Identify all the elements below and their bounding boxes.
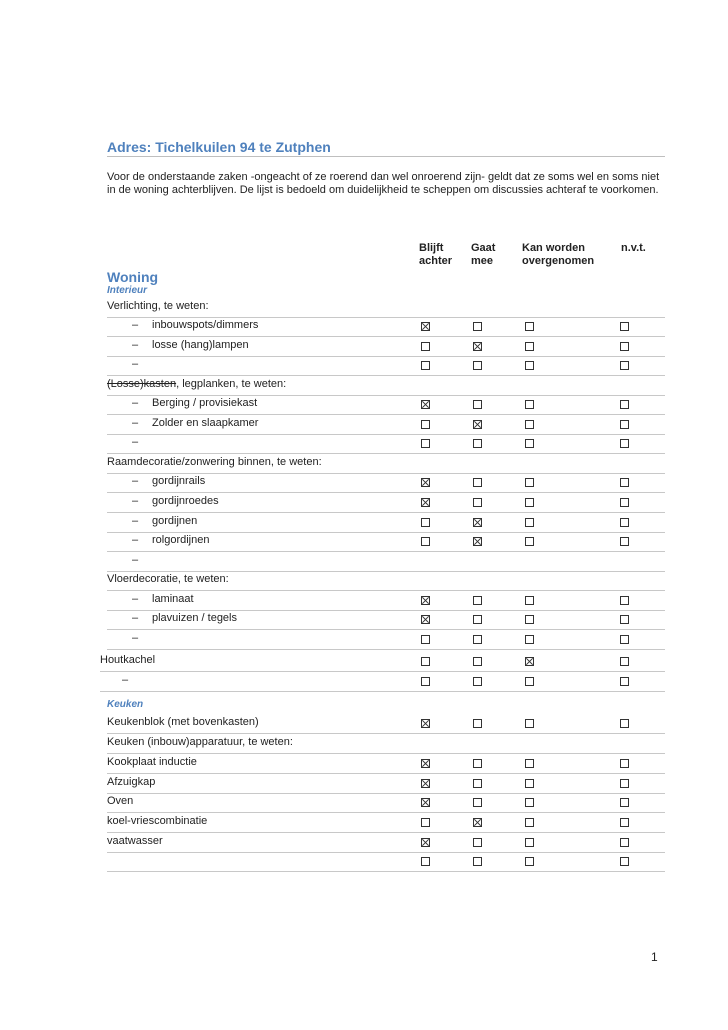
checkbox-nvt[interactable]	[620, 857, 629, 866]
checkbox-kan-worden-overgenomen[interactable]	[525, 400, 534, 409]
checkbox-nvt[interactable]	[620, 818, 629, 827]
checkbox-gaat-mee[interactable]	[473, 361, 482, 370]
checkbox-nvt[interactable]	[620, 615, 629, 624]
row-label	[107, 378, 286, 391]
row-label: gordijnroedes	[152, 495, 219, 507]
checkbox-kan-worden-overgenomen[interactable]	[525, 759, 534, 768]
checkbox-gaat-mee[interactable]	[473, 322, 482, 331]
checkbox-gaat-mee[interactable]	[473, 478, 482, 487]
checkbox-gaat-mee[interactable]	[473, 342, 482, 351]
checkbox-kan-worden-overgenomen[interactable]	[525, 798, 534, 807]
checkbox-gaat-mee[interactable]	[473, 400, 482, 409]
checkbox-nvt[interactable]	[620, 759, 629, 768]
list-dash: –	[132, 397, 139, 409]
table-row	[107, 316, 665, 337]
checkbox-nvt[interactable]	[620, 657, 629, 666]
row-label: Keuken (inbouw)apparatuur, te weten:	[107, 736, 293, 748]
column-header-kan-worden-overgenomen: Kan worden overgenomen	[522, 242, 595, 267]
checkbox-nvt[interactable]	[620, 518, 629, 527]
checkbox-gaat-mee[interactable]	[473, 596, 482, 605]
checkbox-blijft-achter[interactable]	[421, 615, 430, 624]
table-row	[107, 773, 665, 794]
checkbox-blijft-achter[interactable]	[421, 677, 430, 686]
checkbox-nvt[interactable]	[620, 677, 629, 686]
list-dash: –	[132, 554, 139, 566]
table-row	[107, 394, 665, 415]
checkbox-kan-worden-overgenomen[interactable]	[525, 657, 534, 666]
row-label: Oven	[107, 795, 134, 807]
checkbox-gaat-mee[interactable]	[473, 759, 482, 768]
list-dash: –	[122, 674, 129, 686]
checkbox-gaat-mee[interactable]	[473, 439, 482, 448]
row-label: plavuizen / tegels	[152, 612, 237, 624]
table-row	[107, 812, 665, 833]
checkbox-kan-worden-overgenomen[interactable]	[525, 719, 534, 728]
table-row	[107, 375, 665, 396]
row-label: Houtkachel	[100, 654, 156, 666]
list-dash: –	[132, 534, 139, 546]
intro-paragraph: Voor de onderstaande zaken -ongeacht of ze roerend dan wel onroerend zijn- geldt dat ze soms wel en soms niet in de woning achterblijven. De lijst is bedoeld om duidelijkheid te scheppen om discussies achteraf te voorkomen.	[107, 171, 660, 196]
checkbox-gaat-mee[interactable]	[473, 818, 482, 827]
table-row	[100, 671, 665, 692]
title-rule	[107, 156, 665, 157]
column-header-gaat-mee: Gaat mee	[471, 242, 496, 267]
checkbox-kan-worden-overgenomen[interactable]	[525, 615, 534, 624]
table-row	[107, 336, 665, 357]
table-row	[107, 792, 665, 813]
checkbox-blijft-achter[interactable]	[421, 857, 430, 866]
row-label: Berging / provisiekast	[152, 397, 258, 409]
row-label-text: , legplanken, te weten:	[176, 378, 287, 390]
row-label: Keukenblok (met bovenkasten)	[107, 716, 259, 728]
document-title: Adres: Tichelkuilen 94 te Zutphen	[107, 139, 331, 155]
row-label: Vloerdecoratie, te weten:	[107, 573, 229, 585]
row-label: Raamdecoratie/zonwering binnen, te weten:	[107, 456, 322, 468]
row-label: losse (hang)lampen	[152, 339, 249, 351]
table-row	[107, 433, 665, 454]
checkbox-kan-worden-overgenomen[interactable]	[525, 596, 534, 605]
checkbox-nvt[interactable]	[620, 439, 629, 448]
list-dash: –	[132, 632, 139, 644]
checkbox-kan-worden-overgenomen[interactable]	[525, 818, 534, 827]
table-row	[107, 355, 665, 376]
checkbox-blijft-achter[interactable]	[421, 596, 430, 605]
row-label: rolgordijnen	[152, 534, 210, 546]
checkbox-blijft-achter[interactable]	[421, 838, 430, 847]
subsection-interieur: Interieur	[107, 285, 148, 296]
checkbox-blijft-achter[interactable]	[421, 818, 430, 827]
checkbox-blijft-achter[interactable]	[421, 759, 430, 768]
row-label: Kookplaat inductie	[107, 756, 197, 768]
checkbox-kan-worden-overgenomen[interactable]	[525, 322, 534, 331]
table-row	[107, 551, 665, 572]
table-row	[107, 590, 665, 611]
table-row	[107, 629, 665, 650]
table-row	[107, 512, 665, 533]
list-dash: –	[132, 515, 139, 527]
checkbox-kan-worden-overgenomen[interactable]	[525, 361, 534, 370]
checkbox-kan-worden-overgenomen[interactable]	[525, 677, 534, 686]
checkbox-blijft-achter[interactable]	[421, 420, 430, 429]
checkbox-blijft-achter[interactable]	[421, 537, 430, 546]
table-row	[107, 570, 665, 591]
checkbox-kan-worden-overgenomen[interactable]	[525, 498, 534, 507]
checkbox-blijft-achter[interactable]	[421, 342, 430, 351]
row-label: Verlichting, te weten:	[107, 300, 209, 312]
table-row	[107, 851, 665, 872]
checkbox-gaat-mee[interactable]	[473, 779, 482, 788]
checkbox-kan-worden-overgenomen[interactable]	[525, 518, 534, 527]
row-label: vaatwasser	[107, 835, 163, 847]
list-dash: –	[132, 593, 139, 605]
checkbox-nvt[interactable]	[620, 498, 629, 507]
checkbox-kan-worden-overgenomen[interactable]	[525, 779, 534, 788]
checkbox-kan-worden-overgenomen[interactable]	[525, 857, 534, 866]
section-heading-woning: Woning	[107, 269, 159, 285]
checkbox-nvt[interactable]	[620, 779, 629, 788]
subsection-keuken: Keuken	[107, 699, 144, 710]
page-number: 1	[651, 950, 658, 964]
row-label: gordijnrails	[152, 475, 206, 487]
checkbox-nvt[interactable]	[620, 635, 629, 644]
checkbox-blijft-achter[interactable]	[421, 635, 430, 644]
table-row	[107, 733, 665, 754]
checkbox-blijft-achter[interactable]	[421, 400, 430, 409]
table-row	[107, 297, 665, 318]
table-row	[107, 531, 665, 552]
checkbox-kan-worden-overgenomen[interactable]	[525, 420, 534, 429]
checkbox-gaat-mee[interactable]	[473, 838, 482, 847]
struck-text: (Losse)kasten	[107, 378, 177, 390]
checkbox-kan-worden-overgenomen[interactable]	[525, 342, 534, 351]
checkbox-kan-worden-overgenomen[interactable]	[525, 635, 534, 644]
checkbox-gaat-mee[interactable]	[473, 798, 482, 807]
table-row	[107, 453, 665, 474]
checkbox-nvt[interactable]	[620, 478, 629, 487]
table-row	[107, 492, 665, 513]
table-row	[107, 472, 665, 493]
checkbox-kan-worden-overgenomen[interactable]	[525, 838, 534, 847]
row-label: Afzuigkap	[107, 776, 156, 788]
checkbox-blijft-achter[interactable]	[421, 779, 430, 788]
checkbox-blijft-achter[interactable]	[421, 498, 430, 507]
checkbox-nvt[interactable]	[620, 361, 629, 370]
checkbox-gaat-mee[interactable]	[473, 657, 482, 666]
checkbox-nvt[interactable]	[620, 838, 629, 847]
table-row	[107, 753, 665, 774]
row-label: gordijnen	[152, 515, 198, 527]
checkbox-nvt[interactable]	[620, 420, 629, 429]
checkbox-nvt[interactable]	[620, 798, 629, 807]
checkbox-blijft-achter[interactable]	[421, 657, 430, 666]
checkbox-nvt[interactable]	[620, 400, 629, 409]
checkbox-nvt[interactable]	[620, 537, 629, 546]
list-dash: –	[132, 436, 139, 448]
row-label: Zolder en slaapkamer	[152, 417, 259, 429]
table-row	[107, 414, 665, 435]
checkbox-blijft-achter[interactable]	[421, 798, 430, 807]
checkbox-gaat-mee[interactable]	[473, 677, 482, 686]
checkbox-gaat-mee[interactable]	[473, 537, 482, 546]
checkbox-blijft-achter[interactable]	[421, 439, 430, 448]
checkbox-blijft-achter[interactable]	[421, 518, 430, 527]
checkbox-gaat-mee[interactable]	[473, 420, 482, 429]
table-row	[107, 609, 665, 630]
checkbox-nvt[interactable]	[620, 596, 629, 605]
row-label: laminaat	[152, 593, 194, 605]
checkbox-blijft-achter[interactable]	[421, 361, 430, 370]
list-dash: –	[132, 495, 139, 507]
checkbox-nvt[interactable]	[620, 719, 629, 728]
list-dash: –	[132, 319, 139, 331]
checkbox-blijft-achter[interactable]	[421, 322, 430, 331]
checkbox-blijft-achter[interactable]	[421, 478, 430, 487]
table-row	[100, 651, 665, 672]
checkbox-gaat-mee[interactable]	[473, 857, 482, 866]
row-label: inbouwspots/dimmers	[152, 319, 259, 331]
checkbox-gaat-mee[interactable]	[473, 498, 482, 507]
table-row	[107, 713, 665, 734]
checkbox-blijft-achter[interactable]	[421, 719, 430, 728]
checkbox-nvt[interactable]	[620, 322, 629, 331]
column-header-blijft-achter: Blijft achter	[419, 242, 453, 267]
row-label: koel-vriescombinatie	[107, 815, 208, 827]
column-header-nvt: n.v.t.	[621, 242, 646, 254]
checkbox-gaat-mee[interactable]	[473, 518, 482, 527]
list-dash: –	[132, 475, 139, 487]
list-dash: –	[132, 417, 139, 429]
table-row	[107, 832, 665, 853]
list-dash: –	[132, 339, 139, 351]
checkbox-kan-worden-overgenomen[interactable]	[525, 439, 534, 448]
list-dash: –	[132, 358, 139, 370]
checkbox-nvt[interactable]	[620, 342, 629, 351]
checkbox-gaat-mee[interactable]	[473, 719, 482, 728]
list-dash: –	[132, 612, 139, 624]
checkbox-gaat-mee[interactable]	[473, 635, 482, 644]
checkbox-gaat-mee[interactable]	[473, 615, 482, 624]
checkbox-kan-worden-overgenomen[interactable]	[525, 478, 534, 487]
checkbox-kan-worden-overgenomen[interactable]	[525, 537, 534, 546]
